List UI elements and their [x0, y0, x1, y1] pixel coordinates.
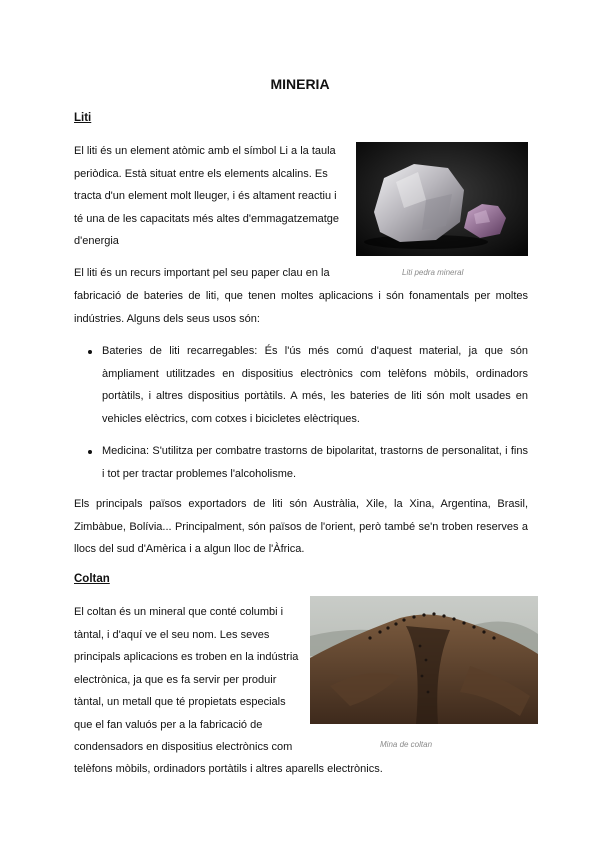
liti-intro-line: té una de les capacitats més altes d'emmagatzematge — [74, 212, 340, 225]
liti-intro-line: d'energia — [74, 235, 119, 247]
liti-intro-line: tracta d'un element molt lleuger, i és altament reactiu i — [74, 190, 337, 202]
coltan-last-line: telèfons mòbils, ordinadors portàtils i altres aparells electrònics. — [74, 763, 383, 775]
coltan-image-caption: Mina de coltan — [380, 740, 433, 749]
coltan-intro-line: principals aplicacions es troben en la indústria — [74, 651, 299, 663]
coltan-intro-line: electrònica, ja que es fa servir per produir — [74, 673, 277, 686]
coltan-intro — [74, 601, 302, 759]
liti-intro-line: periòdica. Està situat entre els elements alcalins. Es — [74, 167, 328, 180]
coltan-intro-line: condensadors en dispositius electrònics com — [74, 741, 293, 753]
section-heading-coltan: Coltan — [74, 573, 110, 585]
coltan-intro-line: que el fan valuós per a la fabricació de — [74, 718, 263, 731]
liti-exporters-paragraph: Els principals països exportadors de liti són Austràlia, Xile, la Xina, Argentina, Brasil, Zimbàbue, Bolívia... Principalment, són països de l'orient, però també se'n troben reserves a llocs del sud d'Amèrica i a algun lloc de l'Àfrica. — [74, 498, 528, 555]
coltan-intro-line: El coltan és un mineral que conté columbi i — [74, 606, 284, 618]
coltan-intro-line: tàntal, un metall que té propietats especials — [74, 696, 286, 708]
liti-image-caption: Liti pedra mineral — [402, 268, 464, 277]
liti-intro — [74, 140, 348, 253]
coltan-mine-image — [310, 596, 538, 724]
liti-para2-first-line: El liti és un recurs important pel seu paper clau en la — [74, 267, 330, 279]
bullet-item-batteries: Bateries de liti recarregables: És l'ús més comú d'aquest material, ja que són àmpliament utilitzades en dispositius electrònics com telèfons mòbils, ordinadors portàtils, i altres dispositius portàtils. A més, les bateries de liti són molt usades en vehicles elèctrics, com cotxes i bicicletes elèctriques. — [102, 345, 528, 425]
liti-intro-line: El liti és un element atòmic amb el símbol Li a la taula — [74, 145, 336, 157]
coltan-intro-line: tàntal, i d'aquí ve el seu nom. Les seves — [74, 628, 270, 641]
bullet-dot — [88, 450, 92, 454]
liti-mineral-image — [356, 142, 528, 256]
bullet-dot — [88, 350, 92, 354]
liti-para2-rest: fabricació de bateries de liti, que tenen moltes aplicacions i són fonamentals per moltes indústries. Alguns dels seus usos són: — [74, 290, 528, 325]
page-title: MINERIA — [270, 76, 330, 92]
bullet-item-medicine: Medicina: S'utilitza per combatre trastorns de bipolaritat, trastorns de personalitat, i fins i tot per tractar problemes l'alcoholisme. — [102, 445, 528, 480]
section-heading-liti: Liti — [74, 112, 92, 124]
